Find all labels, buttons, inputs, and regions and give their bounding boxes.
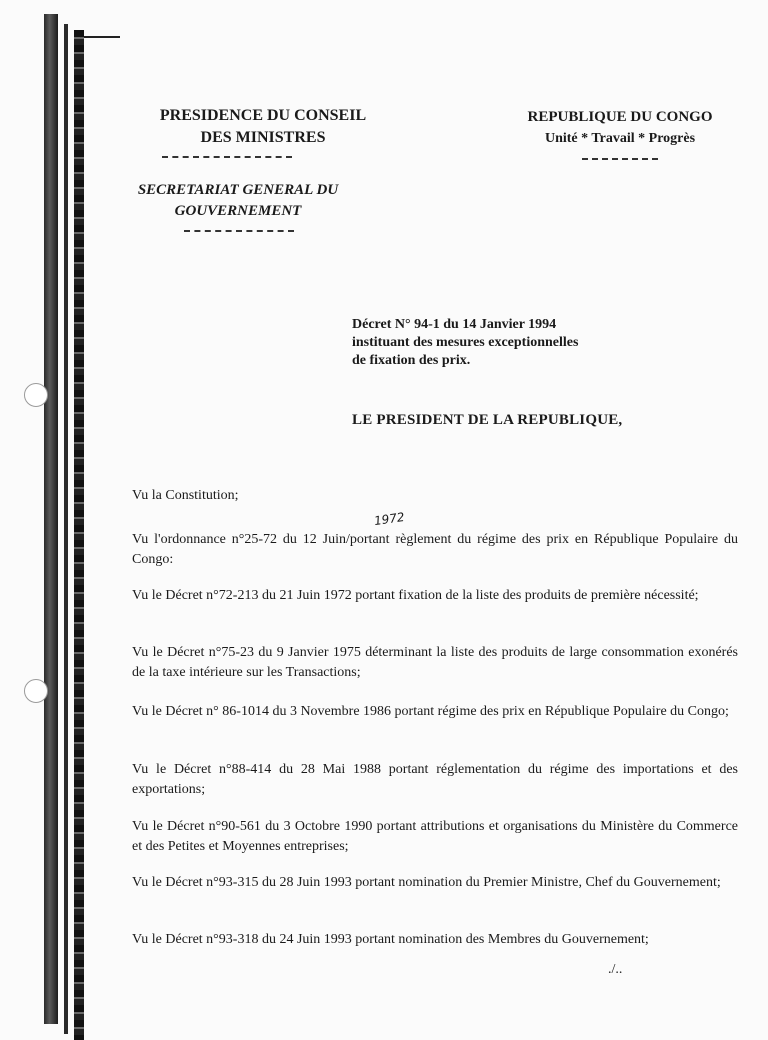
decree-title-line-1: Décret N° 94-1 du 14 Janvier 1994 bbox=[352, 317, 557, 332]
handwritten-annotation: 1972 bbox=[373, 509, 406, 529]
decree-title-line-3: de fixation des prix. bbox=[352, 353, 471, 368]
vu-item: Vu le Décret n° 86-1014 du 3 Novembre 1986 portant régime des prix en République Populaire du Congo; bbox=[132, 704, 729, 719]
issuing-authority bbox=[118, 105, 408, 149]
vu-item: Vu le Décret n°93-318 du 24 Juin 1993 portant nomination des Membres du Gouvernement; bbox=[132, 932, 649, 947]
secretariat-line-2: GOUVERNEMENT bbox=[174, 203, 302, 219]
divider bbox=[162, 156, 292, 158]
punch-hole bbox=[24, 383, 48, 407]
binding-strip bbox=[38, 14, 96, 1024]
republic-name: REPUBLIQUE DU CONGO bbox=[527, 109, 713, 125]
punch-hole bbox=[24, 679, 48, 703]
president-heading: LE PRESIDENT DE LA REPUBLIQUE, bbox=[352, 412, 623, 428]
divider bbox=[582, 158, 658, 160]
vu-item: Vu le Décret n°75-23 du 9 Janvier 1975 déterminant la liste des produits de large consommation exonérés de la taxe intérieure sur les Transactions; bbox=[132, 645, 738, 680]
republic-header bbox=[502, 106, 738, 150]
vu-item: Vu le Décret n°88-414 du 28 Mai 1988 portant réglementation du régime des importations et des exportations; bbox=[132, 762, 738, 797]
vu-item: Vu l'ordonnance n°25-72 du 12 Juin/portant règlement du régime des prix en République Populaire du Congo: bbox=[132, 532, 738, 567]
decree-title-line-2: instituant des mesures exceptionnelles bbox=[352, 335, 579, 350]
continuation-mark: ./.. bbox=[608, 962, 623, 977]
vu-item: Vu le Décret n°90-561 du 3 Octobre 1990 portant attributions et organisations du Ministère du Commerce et des Petites et Moyennes entreprises; bbox=[132, 819, 738, 854]
secretariat-line-1: SECRETARIAT GENERAL DU bbox=[137, 182, 339, 198]
authority-line-2: DES MINISTRES bbox=[200, 129, 326, 146]
republic-motto: Unité * Travail * Progrès bbox=[544, 131, 696, 146]
authority-line-1: PRESIDENCE DU CONSEIL bbox=[159, 107, 367, 124]
vu-item: Vu le Décret n°72-213 du 21 Juin 1972 portant fixation de la liste des produits de première nécessité; bbox=[132, 588, 699, 603]
decree-title bbox=[352, 316, 652, 370]
divider bbox=[184, 230, 294, 232]
vu-item: Vu le Décret n°93-315 du 28 Juin 1993 portant nomination du Premier Ministre, Chef du Gouvernement; bbox=[132, 875, 721, 890]
vu-item: Vu la Constitution; bbox=[132, 488, 239, 503]
secretariat bbox=[118, 180, 358, 222]
